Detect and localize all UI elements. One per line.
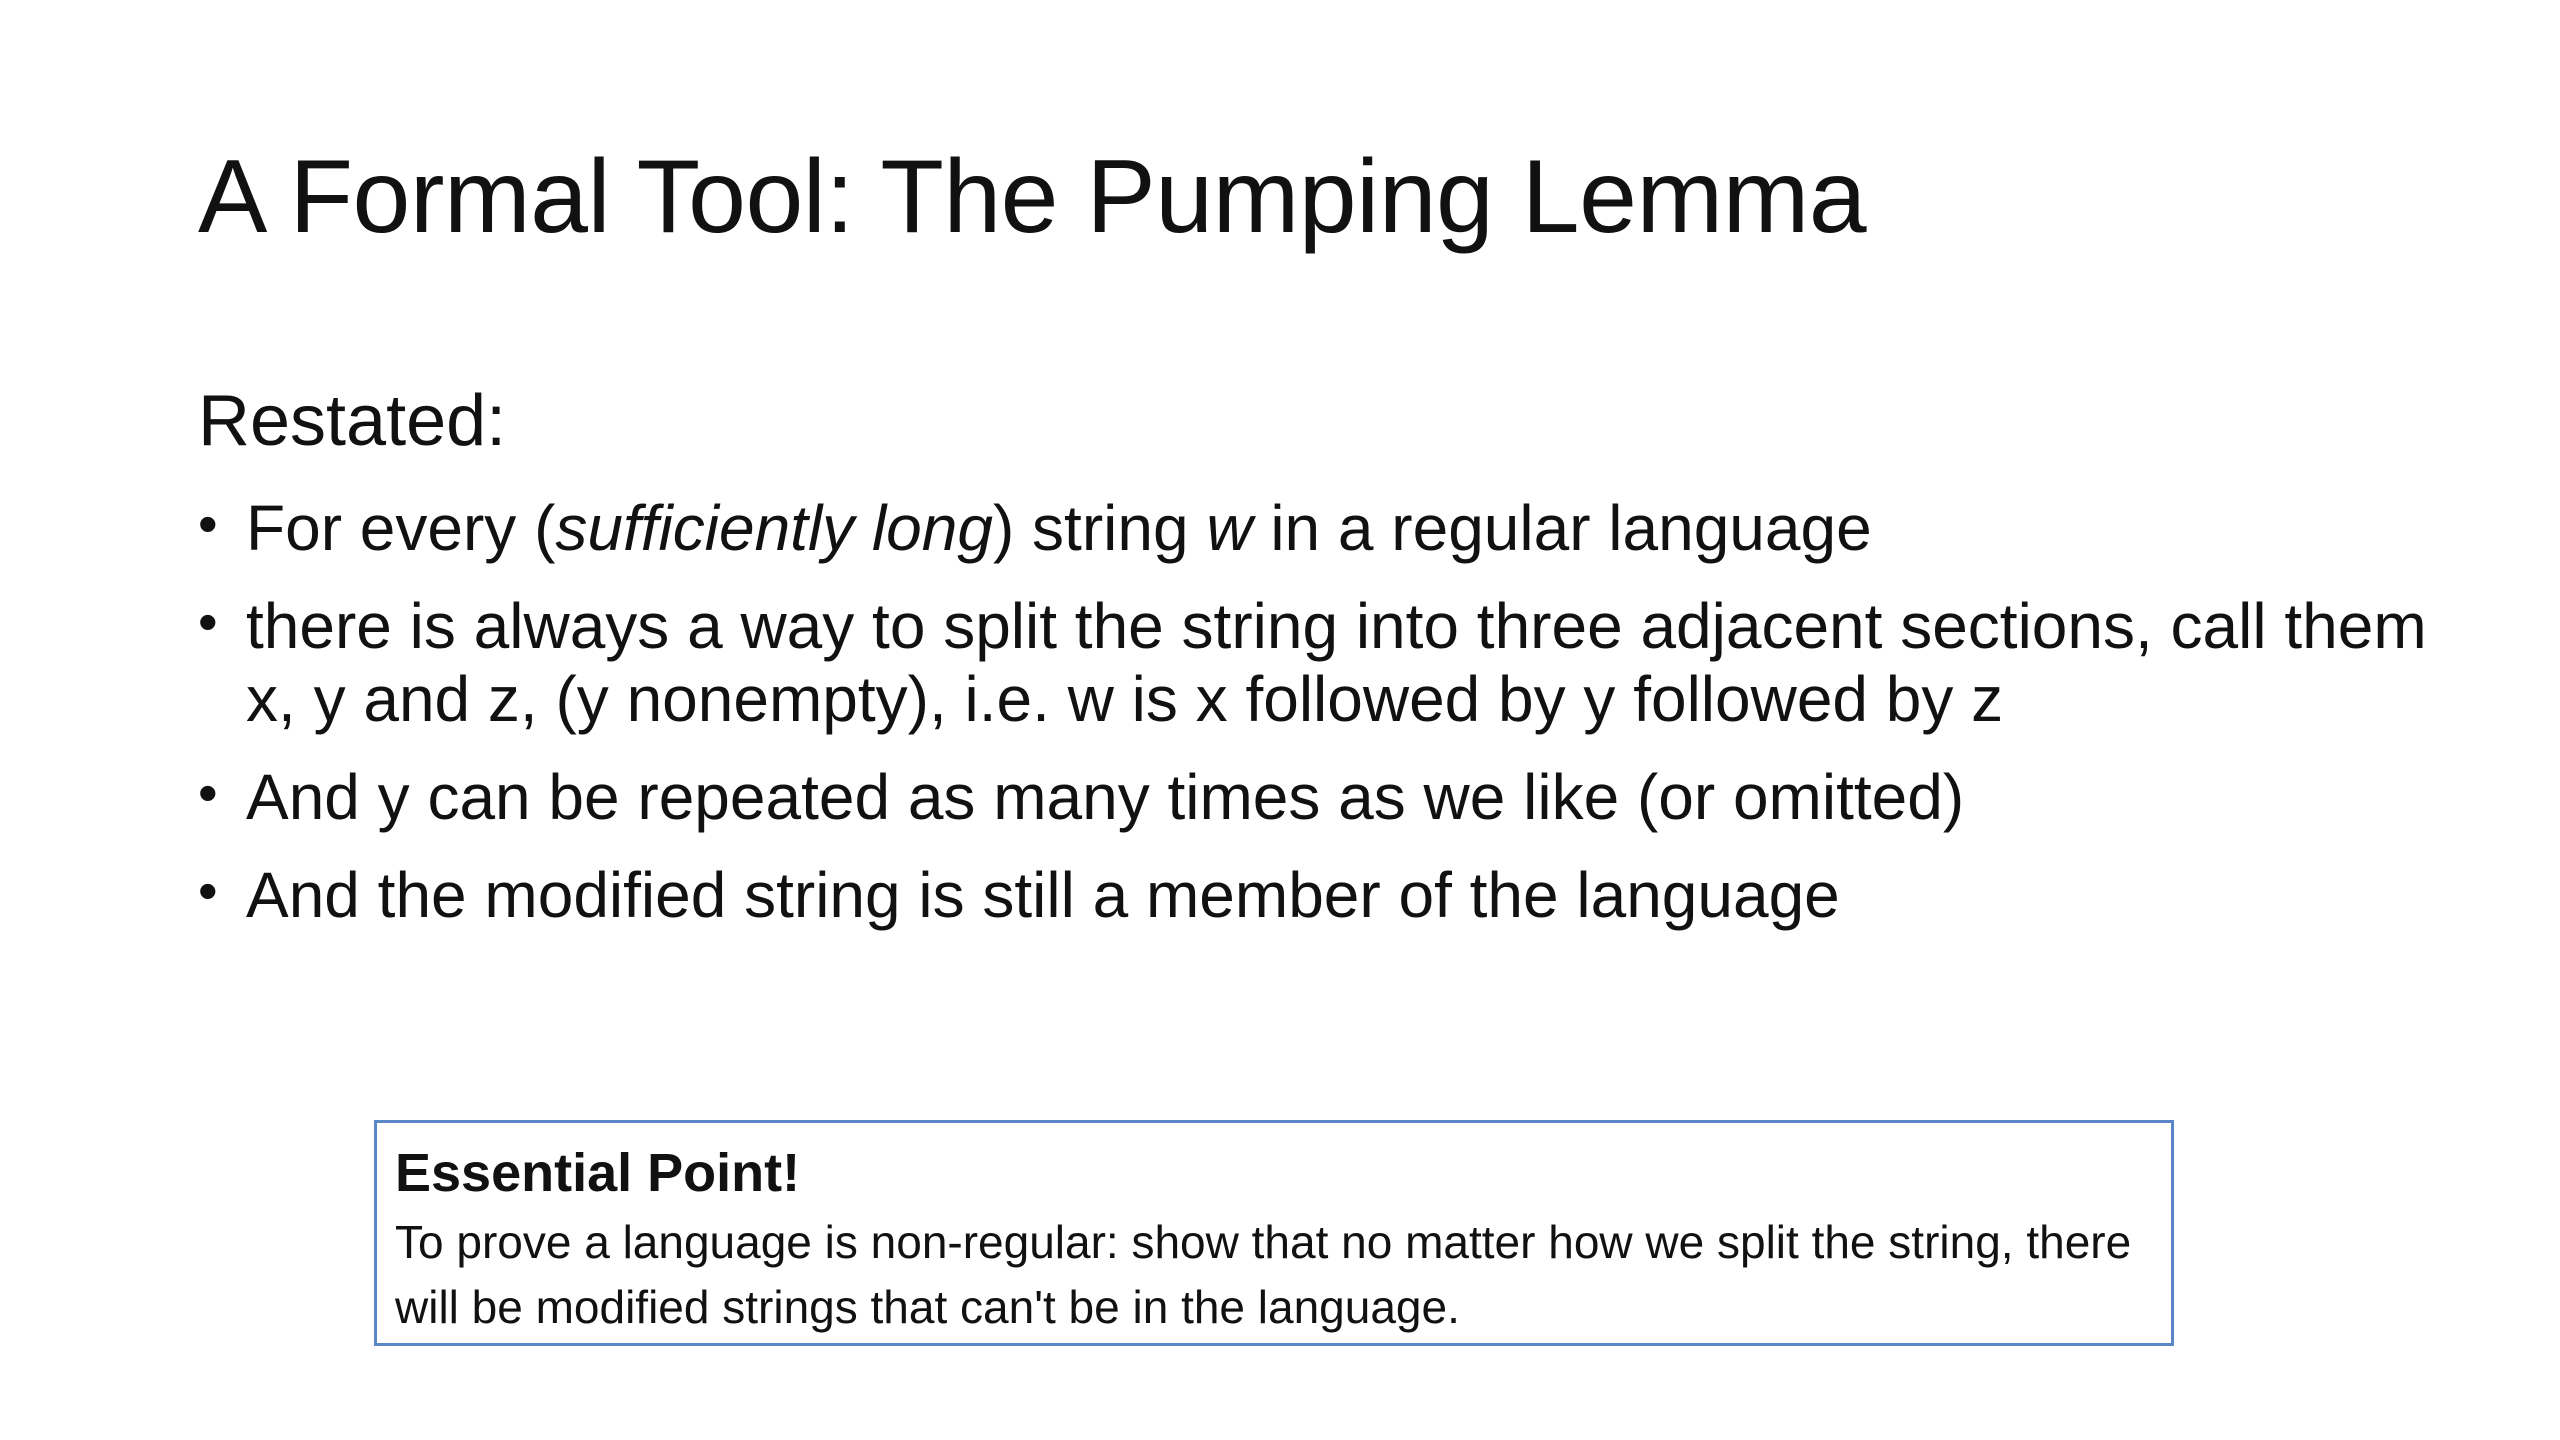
slide-title: A Formal Tool: The Pumping Lemma	[198, 139, 1867, 255]
bullet-text-part-italic: w	[1206, 492, 1253, 564]
bullet-marker: •	[198, 590, 218, 654]
bullet-text-part: For every (	[246, 492, 556, 564]
bullet-text-part: And the modified string is still a member of the language	[246, 859, 1840, 932]
bullet-item	[198, 859, 2438, 931]
bullet-item	[198, 761, 2438, 833]
callout-body: To prove a language is non-regular: show that no matter how we split the string, there will be modified strings that can't be in the language.	[395, 1215, 2132, 1334]
callout-title: Essential Point!	[395, 1143, 801, 1203]
bullet-item	[198, 590, 2438, 735]
bullet-marker: •	[198, 859, 218, 923]
bullet-list	[198, 492, 2438, 958]
bullet-text-part: ) string	[992, 492, 1207, 564]
subheading: Restated:	[198, 381, 507, 461]
bullet-text-part: in a regular language	[1252, 492, 1872, 564]
essential-point-callout	[374, 1120, 2174, 1346]
bullet-text-part: And y can be repeated as many times as we like (or omitted)	[246, 760, 1965, 833]
bullet-text-part-italic: sufficiently long	[555, 492, 993, 564]
bullet-text-part: there is always a way to split the string into three adjacent sections, call them x, y and z, (y nonempty), i.e. w is x followed by y followed by z	[246, 590, 2427, 735]
bullet-marker: •	[198, 492, 218, 555]
bullet-item	[198, 492, 2438, 564]
bullet-marker: •	[198, 760, 218, 824]
